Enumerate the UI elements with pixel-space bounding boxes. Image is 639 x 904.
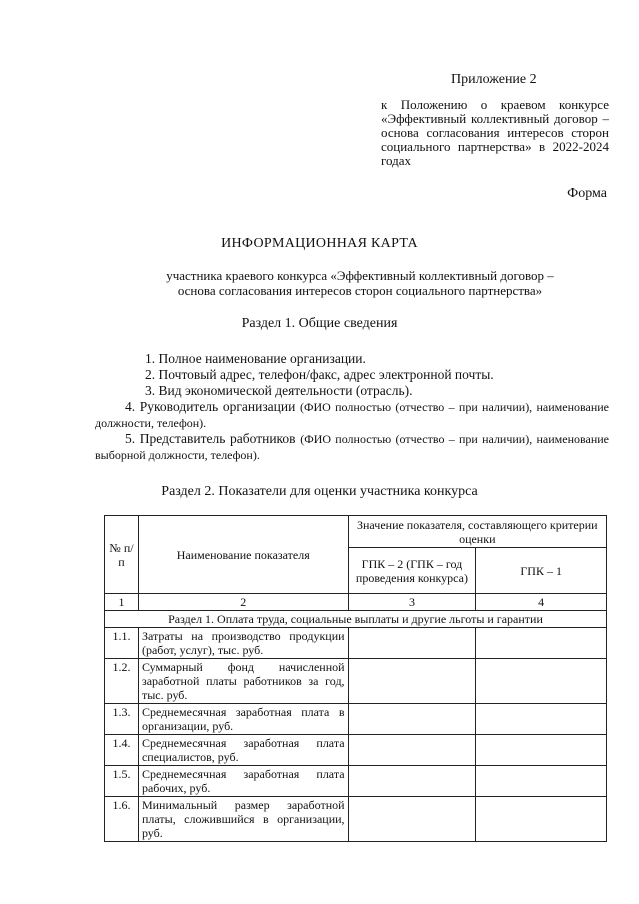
table-row bbox=[105, 797, 607, 842]
table-row bbox=[105, 766, 607, 797]
list-item-note: (ФИО полностью (отчество – при наличии), наименование выборной должности, телефон). bbox=[95, 432, 610, 462]
row-indicator-name: Суммарный фонд начисленной заработной платы работников за год, тыс. руб. bbox=[138, 659, 348, 704]
subtitle-line-1: участника краевого конкурса «Эффективный коллективный договор – bbox=[166, 268, 554, 283]
row-indicator-name: Среднемесячная заработная плата в организации, руб. bbox=[138, 704, 348, 735]
row-number: 1.2. bbox=[105, 659, 139, 704]
row-indicator-name: Затраты на производство продукции (работ, услуг), тыс. руб. bbox=[138, 628, 348, 659]
row-number: 1.4. bbox=[105, 735, 139, 766]
row-indicator-name: Минимальный размер заработной платы, сложившийся в организации, руб. bbox=[138, 797, 348, 842]
row-number: 1.3. bbox=[105, 704, 139, 735]
row-number: 1.6. bbox=[105, 797, 139, 842]
list-item bbox=[95, 399, 609, 431]
list-item bbox=[95, 431, 609, 463]
row-value-gpk-2 bbox=[348, 704, 476, 735]
row-value-gpk-2 bbox=[348, 659, 476, 704]
column-number-cell: 3 bbox=[348, 594, 476, 611]
row-indicator-name: Среднемесячная заработная плата рабочих, руб. bbox=[138, 766, 348, 797]
table-row bbox=[105, 659, 607, 704]
regulation-reference: к Положению о краевом конкурсе «Эффективный коллективный договор – основа согласования интересов сторон социального партнерства» в 2022-2024 годах bbox=[381, 97, 609, 168]
row-value-gpk-1 bbox=[476, 628, 607, 659]
list-item-text: 4. Руководитель организации bbox=[125, 399, 296, 414]
list-item-text: 5. Представитель работников bbox=[125, 431, 296, 446]
list-item-note: (ФИО полностью (отчество – при наличии), наименование должности, телефон). bbox=[95, 400, 609, 430]
list-item-text: 3. Вид экономической деятельности (отрасль). bbox=[145, 383, 413, 398]
row-value-gpk-1 bbox=[476, 735, 607, 766]
row-value-gpk-2 bbox=[348, 797, 476, 842]
table-row bbox=[105, 735, 607, 766]
row-number: 1.1. bbox=[105, 628, 139, 659]
table-row bbox=[105, 628, 607, 659]
list-item bbox=[115, 351, 609, 367]
header-number: № п/п bbox=[105, 516, 139, 594]
general-info-list bbox=[95, 351, 610, 463]
row-value-gpk-2 bbox=[348, 766, 476, 797]
header-indicator-name: Наименование показателя bbox=[138, 516, 348, 594]
list-item-text: 2. Почтовый адрес, телефон/факс, адрес электронной почты. bbox=[145, 367, 494, 382]
indicators-table bbox=[104, 515, 607, 842]
table-row bbox=[105, 704, 607, 735]
list-item-text: 1. Полное наименование организации. bbox=[145, 351, 366, 366]
form-label: Форма bbox=[567, 186, 607, 201]
row-value-gpk-1 bbox=[476, 659, 607, 704]
column-number-cell: 4 bbox=[476, 594, 607, 611]
row-value-gpk-1 bbox=[476, 704, 607, 735]
header-gpk-1: ГПК – 1 bbox=[476, 548, 607, 594]
row-value-gpk-1 bbox=[476, 766, 607, 797]
document-subtitle bbox=[100, 268, 620, 298]
list-item bbox=[115, 367, 609, 383]
appendix-label: Приложение 2 bbox=[451, 72, 537, 87]
list-item bbox=[115, 383, 609, 399]
section-2-title: Раздел 2. Показатели для оценки участника конкурса bbox=[161, 484, 478, 499]
table-group-title: Раздел 1. Оплата труда, социальные выплаты и другие льготы и гарантии bbox=[105, 611, 607, 628]
row-indicator-name: Среднемесячная заработная плата специалистов, руб. bbox=[138, 735, 348, 766]
row-value-gpk-2 bbox=[348, 628, 476, 659]
row-value-gpk-2 bbox=[348, 735, 476, 766]
subtitle-line-2: основа согласования интересов сторон социального партнерства» bbox=[177, 283, 543, 298]
column-number-cell: 1 bbox=[105, 594, 139, 611]
column-number-cell: 2 bbox=[138, 594, 348, 611]
row-number: 1.5. bbox=[105, 766, 139, 797]
document-title: ИНФОРМАЦИОННАЯ КАРТА bbox=[221, 236, 418, 251]
row-value-gpk-1 bbox=[476, 797, 607, 842]
header-value-group: Значение показателя, составляющего критерии оценки bbox=[348, 516, 606, 548]
header-gpk-2: ГПК – 2 (ГПК – год проведения конкурса) bbox=[348, 548, 476, 594]
section-1-title: Раздел 1. Общие сведения bbox=[241, 316, 398, 331]
